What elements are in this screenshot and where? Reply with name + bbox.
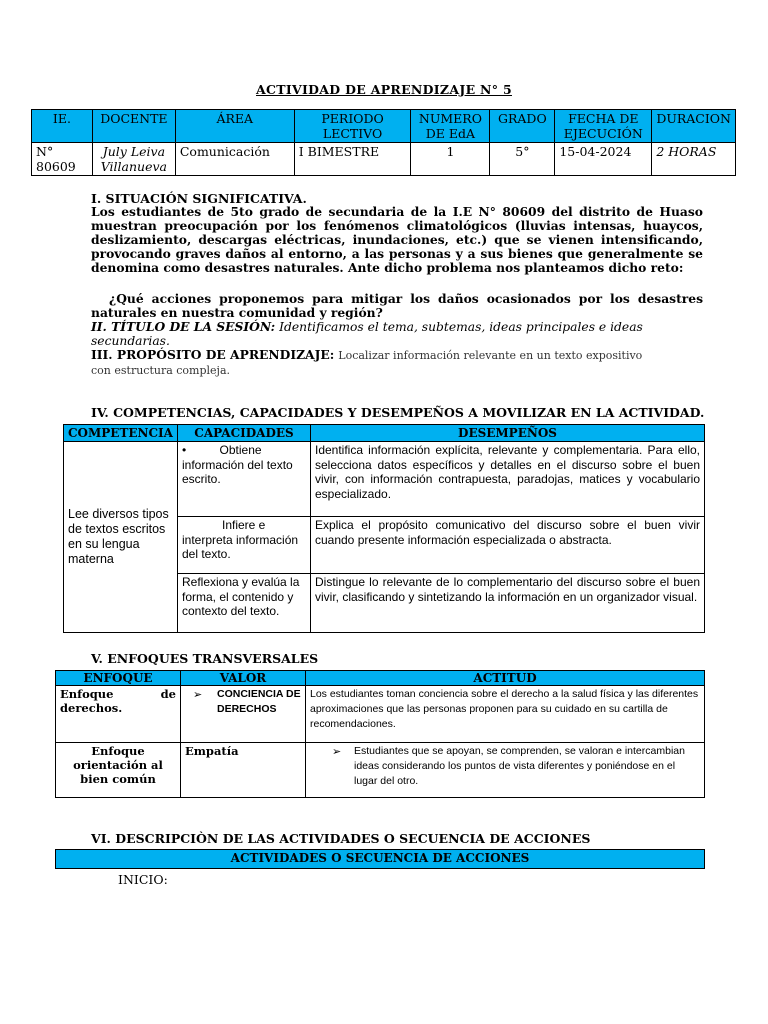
header-fecha: FECHA DE EJECUCIÓN bbox=[555, 110, 652, 143]
actividades-header: ACTIVIDADES O SECUENCIA DE ACCIONES bbox=[56, 850, 705, 869]
competencia-cell: Lee diversos tipos de textos escritos en su lengua materna bbox=[64, 442, 178, 633]
section5-heading: V. ENFOQUES TRANSVERSALES bbox=[91, 651, 319, 666]
cell-fecha: 15-04-2024 bbox=[555, 143, 652, 176]
header-area: ÁREA bbox=[175, 110, 294, 143]
header-numero: NUMERO DE EdA bbox=[411, 110, 490, 143]
cell-ie: N° 80609 bbox=[32, 143, 93, 176]
desempeno-cell-3: Distingue lo relevante de lo complementario del discurso sobre el buen vivir, clasificando y sintetizando la información en un organizador visual. bbox=[310, 574, 704, 633]
document-title: ACTIVIDAD DE APRENDIZAJE N° 5 bbox=[256, 82, 512, 97]
cell-numero: 1 bbox=[411, 143, 490, 176]
section3-text: Localizar información relevante en un texto expositivo con estructura compleja. bbox=[91, 349, 643, 377]
enfoque-cell-1: Enfoque de derechos. bbox=[56, 686, 181, 743]
info-table bbox=[31, 109, 736, 176]
info-table-row bbox=[32, 143, 736, 176]
capacidad-cell-3: Reflexiona y evalúa la forma, el contenido y contexto del texto. bbox=[177, 574, 310, 633]
header-competencia: COMPETENCIA bbox=[64, 425, 178, 442]
header-actitud: ACTITUD bbox=[306, 671, 705, 686]
info-table-header bbox=[32, 110, 736, 143]
actitud-text-2: Estudiantes que se apoyan, se comprenden, se valoran e intercambian ideas considerando los puntos de vista diferentes y poniéndose en el lugar del otro. bbox=[354, 745, 685, 787]
header-desempenos: DESEMPEÑOS bbox=[310, 425, 704, 442]
actitud-cell-1: Los estudiantes toman conciencia sobre el derecho a la salud física y las diferentes aproximaciones que las personas proponen para su cuidado en su cartilla de recomendaciones. bbox=[306, 686, 705, 743]
enfoques-table bbox=[55, 670, 705, 798]
header-grado: GRADO bbox=[490, 110, 555, 143]
section1-heading: I. SITUACIÓN SIGNIFICATIVA. bbox=[91, 191, 307, 206]
header-capacidades: CAPACIDADES bbox=[177, 425, 310, 442]
section2-text: Identificamos el tema, subtemas, ideas principales e ideas secundarias. bbox=[91, 320, 643, 348]
competencia-row-1 bbox=[64, 442, 705, 517]
cell-duracion: 2 HORAS bbox=[652, 143, 736, 176]
cell-periodo: I BIMESTRE bbox=[294, 143, 411, 176]
capacidad-cell-2: Infiere e interpreta información del texto. bbox=[177, 517, 310, 574]
enfoque-row-1 bbox=[56, 686, 705, 743]
section2 bbox=[91, 320, 651, 348]
valor-cell-2: Empatía bbox=[181, 743, 306, 798]
cell-grado: 5° bbox=[490, 143, 555, 176]
competencias-table bbox=[63, 424, 705, 633]
header-periodo: PERIODO LECTIVO bbox=[294, 110, 411, 143]
section1-text: Los estudiantes de 5to grado de secundaria de la I.E N° 80609 del distrito de Huaso muestran preocupación por los fenómenos climatológicos (lluvias intensas, huaycos, deslizamiento, descargas eléctricas, inundaciones, etc.) que se vienen intensificando, provocando graves daños al entorno, a las personas y a sus bienes que generalmente se denomina como desastres naturales. Ante dicho problema nos planteamos dicho reto: bbox=[91, 204, 703, 275]
section3: III. PROPÓSITO DE APRENDIZAJE: Localizar información relevante en un texto expositivo con estructura compleja. bbox=[91, 347, 643, 377]
actitud-cell-2 bbox=[306, 743, 705, 798]
section2-label: II. TÍTULO DE LA SESIÓN: bbox=[91, 319, 276, 334]
actividades-table bbox=[55, 849, 705, 869]
cell-docente: July Leiva Villanueva bbox=[92, 143, 175, 176]
header-duracion: DURACION bbox=[652, 110, 736, 143]
valor-cell-1 bbox=[181, 686, 306, 743]
section3-label: III. PROPÓSITO DE APRENDIZAJE bbox=[91, 347, 330, 362]
cell-area: Comunicación bbox=[175, 143, 294, 176]
section4-heading: IV. COMPETENCIAS, CAPACIDADES Y DESEMPEÑOS A MOVILIZAR EN LA ACTIVIDAD. bbox=[91, 405, 705, 420]
valor-text-1: CONCIENCIA DE DERECHOS bbox=[217, 688, 301, 715]
arrow-bullet-icon: ➢ bbox=[193, 688, 203, 701]
header-docente: DOCENTE bbox=[92, 110, 175, 143]
header-enfoque: ENFOQUE bbox=[56, 671, 181, 686]
enfoque-row-2 bbox=[56, 743, 705, 798]
header-ie: IE. bbox=[32, 110, 93, 143]
section6-heading: VI. DESCRIPCIÒN DE LAS ACTIVIDADES O SECUENCIA DE ACCIONES bbox=[91, 831, 591, 846]
capacidad-cell-1: • Obtiene información del texto escrito. bbox=[177, 442, 310, 517]
desempeno-cell-1: Identifica información explícita, relevante y complementaria. Para ello, selecciona datos específicos y detalles en el discurso sobre el buen vivir, con información contrapuesta, paradojas, matices y vocabulario especializado. bbox=[310, 442, 704, 517]
header-valor: VALOR bbox=[181, 671, 306, 686]
arrow-bullet-icon: ➢ bbox=[332, 745, 342, 758]
enfoque-cell-2: Enfoque orientación al bien común bbox=[56, 743, 181, 798]
desempeno-cell-2: Explica el propósito comunicativo del discurso sobre el buen vivir cuando presente información especializada o abstracta. bbox=[310, 517, 704, 574]
section1-question: ¿Qué acciones proponemos para mitigar los daños ocasionados por los desastres naturales en nuestra comunidad y región? bbox=[91, 291, 703, 320]
inicio-label: INICIO: bbox=[118, 872, 168, 887]
